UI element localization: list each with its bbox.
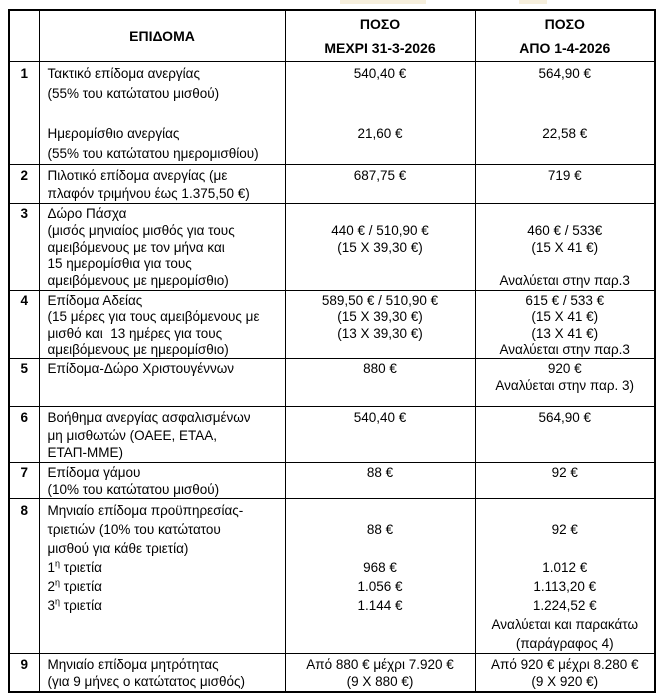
- cell-line: 719 €: [547, 168, 582, 183]
- cell-line: αμειβόμενους με ημερομίσθιο): [47, 273, 229, 289]
- cell-line: 589,50 € / 510,90 €: [321, 292, 439, 308]
- cell-line: 22,58 €: [542, 126, 588, 141]
- row-number-cell: [9, 204, 39, 291]
- cell-line: Από 920 € μέχρι 8.280 €: [491, 657, 639, 673]
- top-edge-artifact: [340, 0, 426, 4]
- cell-line: 8: [20, 503, 28, 519]
- cell-line: Επίδομα-Δώρο Χριστουγέννων: [47, 361, 235, 377]
- cell-line: [476, 501, 655, 520]
- amount-until-cell: [285, 204, 475, 291]
- header-amount-from-line2: ΑΠΟ 1-4-2026: [519, 40, 611, 56]
- benefit-name-cell: [39, 62, 285, 165]
- amount-from-cell: [475, 165, 655, 204]
- cell-line: 88 €: [366, 465, 394, 481]
- amount-until-cell: [285, 499, 475, 654]
- amount-from-cell: [475, 359, 655, 407]
- header-amount-until: [285, 10, 475, 62]
- cell-line: [286, 84, 475, 104]
- amount-from-cell: [475, 654, 655, 692]
- cell-line: (15 Χ 39,30 €): [337, 239, 423, 255]
- cell-line: ΕΤΑΠ-ΜΜΕ): [47, 445, 123, 461]
- cell-line: 4: [20, 292, 28, 308]
- cell-line: 1.056 €: [357, 579, 403, 595]
- cell-line: 1.144 €: [357, 598, 403, 614]
- cell-line: 6: [20, 410, 28, 426]
- cell-line: Επίδομα Αδείας: [47, 292, 143, 308]
- table-row: [9, 654, 655, 692]
- benefit-name-cell: [39, 165, 285, 204]
- cell-line: 7: [20, 465, 28, 481]
- amount-until-cell: [285, 62, 475, 165]
- cell-line: 460 € / 533€: [527, 222, 603, 238]
- cell-line: 687,75 €: [353, 168, 407, 183]
- cell-line: 1.113,20 €: [533, 579, 597, 595]
- row-number-cell: [9, 463, 39, 499]
- cell-line: (9 Χ 920 €): [531, 674, 599, 690]
- table-row: [9, 62, 655, 165]
- table-row: [9, 290, 655, 358]
- cell-line: 540,40 €: [353, 410, 407, 426]
- amount-until-cell: [285, 359, 475, 407]
- top-edge-artifact: [519, 0, 547, 4]
- cell-line: 880 €: [363, 361, 397, 377]
- cell-line: μη μισθωτών (ΟΑΕΕ, ΕΤΑΑ,: [47, 427, 217, 443]
- row-number-cell: [9, 654, 39, 692]
- cell-line: Αναλύεται και παρακάτω: [491, 617, 638, 633]
- cell-line: Μηνιαίο επίδομα μητρότητας: [47, 657, 219, 673]
- cell-line: 540,40 €: [353, 66, 407, 81]
- cell-line: Επίδομα γάμου: [47, 465, 141, 481]
- cell-line: (15 μέρες για τους αμειβόμενους με: [47, 309, 260, 325]
- cell-line: $2^\eta$ τριετία: [47, 577, 102, 595]
- benefit-name-cell: [39, 359, 285, 407]
- benefit-name-cell: [39, 499, 285, 654]
- cell-line: [286, 501, 475, 520]
- cell-line: (13 Χ 41 €): [531, 325, 599, 341]
- amount-from-cell: [475, 290, 655, 358]
- table-row: [9, 359, 655, 407]
- table-row: [9, 463, 655, 499]
- amount-from-cell: [475, 407, 655, 463]
- header-row-number: [9, 10, 39, 62]
- cell-line: 5: [20, 361, 28, 377]
- cell-line: (10% του κατώτατου μισθού): [47, 481, 220, 497]
- amount-until-cell: [285, 407, 475, 463]
- amount-until-cell: [285, 165, 475, 204]
- cell-line: [286, 104, 475, 124]
- header-amount-until-line2: ΜΕΧΡΙ 31-3-2026: [324, 40, 436, 56]
- table-row: [9, 165, 655, 204]
- cell-line: (15 Χ 41 €): [531, 309, 599, 325]
- amount-until-cell: [285, 290, 475, 358]
- cell-line: (13 Χ 39,30 €): [337, 325, 423, 341]
- cell-line: 968 €: [363, 560, 397, 576]
- cell-line: 564,90 €: [538, 66, 592, 81]
- cell-line: 440 € / 510,90 €: [331, 222, 429, 238]
- cell-line: Πιλοτικό επίδομα ανεργίας (με: [47, 168, 228, 183]
- amount-from-cell: [475, 499, 655, 654]
- cell-line: [286, 206, 475, 223]
- table-row: [9, 204, 655, 291]
- row-number-cell: [9, 407, 39, 463]
- cell-line: αμειβόμενους με ημερομίσθιο): [47, 341, 229, 357]
- amount-from-cell: [475, 62, 655, 165]
- cell-line: (55% του κατώτατου μισθού): [47, 86, 220, 101]
- row-number-cell: [9, 62, 39, 165]
- header-benefit: [39, 10, 285, 62]
- cell-line: μισθό και 13 ημέρες για τους: [47, 325, 223, 341]
- cell-line: Αναλύεται στην παρ. 3): [495, 377, 635, 393]
- table-row: [9, 499, 655, 654]
- benefits-table: [8, 9, 656, 693]
- cell-line: 21,60 €: [357, 126, 403, 141]
- cell-line: 615 € / 533 €: [525, 292, 605, 308]
- amount-until-cell: [285, 654, 475, 692]
- cell-line: 1.012 €: [542, 560, 588, 576]
- benefit-name-cell: [39, 204, 285, 291]
- amount-from-cell: [475, 463, 655, 499]
- row-number-cell: [9, 290, 39, 358]
- cell-line: 15 ημερομίσθια για τους: [47, 256, 192, 272]
- cell-line: 920 €: [547, 361, 582, 377]
- benefit-name-cell: [39, 463, 285, 499]
- cell-line: [476, 84, 655, 104]
- cell-line: [476, 104, 655, 124]
- table-row: [9, 407, 655, 463]
- benefit-name-cell: [39, 407, 285, 463]
- cell-line: $3^\eta$ τριετία: [47, 596, 102, 614]
- cell-line: πλαφόν τριμήνου έως 1.375,50 €): [47, 185, 250, 201]
- cell-line: (για 9 μήνες ο κατώτατος μισθός): [47, 674, 245, 690]
- cell-line: μισθού για κάθε τριετία): [47, 541, 189, 557]
- cell-line: 92 €: [551, 465, 578, 481]
- header-benefit-label: ΕΠΙΔΟΜΑ: [129, 28, 195, 44]
- amount-from-cell: [475, 204, 655, 291]
- cell-line: αμειβόμενους με τον μήνα και: [47, 239, 225, 255]
- cell-line: 9: [20, 657, 28, 673]
- cell-line: Μηνιαίο επίδομα προϋπηρεσίας-: [47, 503, 244, 519]
- cell-line: Βοήθημα ανεργίας ασφαλισμένων: [47, 410, 251, 426]
- cell-line: Αναλύεται στην παρ.3: [499, 341, 630, 357]
- header-amount-from-line1: ΠΟΣΟ: [544, 16, 585, 32]
- cell-line: (9 Χ 880 €): [346, 674, 414, 690]
- cell-line: [476, 539, 655, 558]
- cell-line: 1: [20, 66, 28, 81]
- amount-until-cell: [285, 463, 475, 499]
- cell-line: (55% του κατώτατου ημερομισθίου): [47, 146, 259, 161]
- header-row: [9, 10, 655, 62]
- cell-line: $1^\eta$ τριετία: [47, 558, 102, 576]
- row-number-cell: [9, 499, 39, 654]
- header-amount-from: [475, 10, 655, 62]
- cell-line: [476, 206, 655, 223]
- cell-line: Τακτικό επίδομα ανεργίας: [47, 66, 200, 81]
- cell-line: 1.224,52 €: [532, 598, 597, 614]
- cell-line: Ημερομίσθιο ανεργίας: [47, 126, 180, 141]
- cell-line: 88 €: [366, 522, 394, 538]
- cell-line: 3: [20, 206, 28, 221]
- cell-line: 564,90 €: [538, 410, 592, 426]
- benefit-name-cell: [39, 654, 285, 692]
- benefits-table-body: [9, 62, 655, 692]
- cell-line: [48, 104, 283, 124]
- cell-line: (15 Χ 41 €): [531, 239, 599, 255]
- cell-line: 92 €: [551, 522, 578, 538]
- cell-line: (μισός μηνιαίος μισθός για τους: [47, 222, 235, 238]
- cell-line: τριετιών (10% του κατώτατου: [47, 522, 221, 538]
- cell-line: (15 Χ 39,30 €): [337, 309, 423, 325]
- cell-line: Δώρο Πάσχα: [47, 206, 127, 221]
- row-number-cell: [9, 165, 39, 204]
- cell-line: Αναλύεται στην παρ.3: [499, 273, 630, 289]
- cell-line: Από 880 € μέχρι 7.920 €: [306, 657, 454, 673]
- cell-line: (παράγραφος 4): [515, 636, 614, 652]
- cell-line: 2: [20, 168, 28, 183]
- benefit-name-cell: [39, 290, 285, 358]
- cell-line: [286, 539, 475, 558]
- cell-line: [476, 256, 655, 273]
- header-amount-until-line1: ΠΟΣΟ: [359, 16, 401, 32]
- row-number-cell: [9, 359, 39, 407]
- table-header: [9, 10, 655, 62]
